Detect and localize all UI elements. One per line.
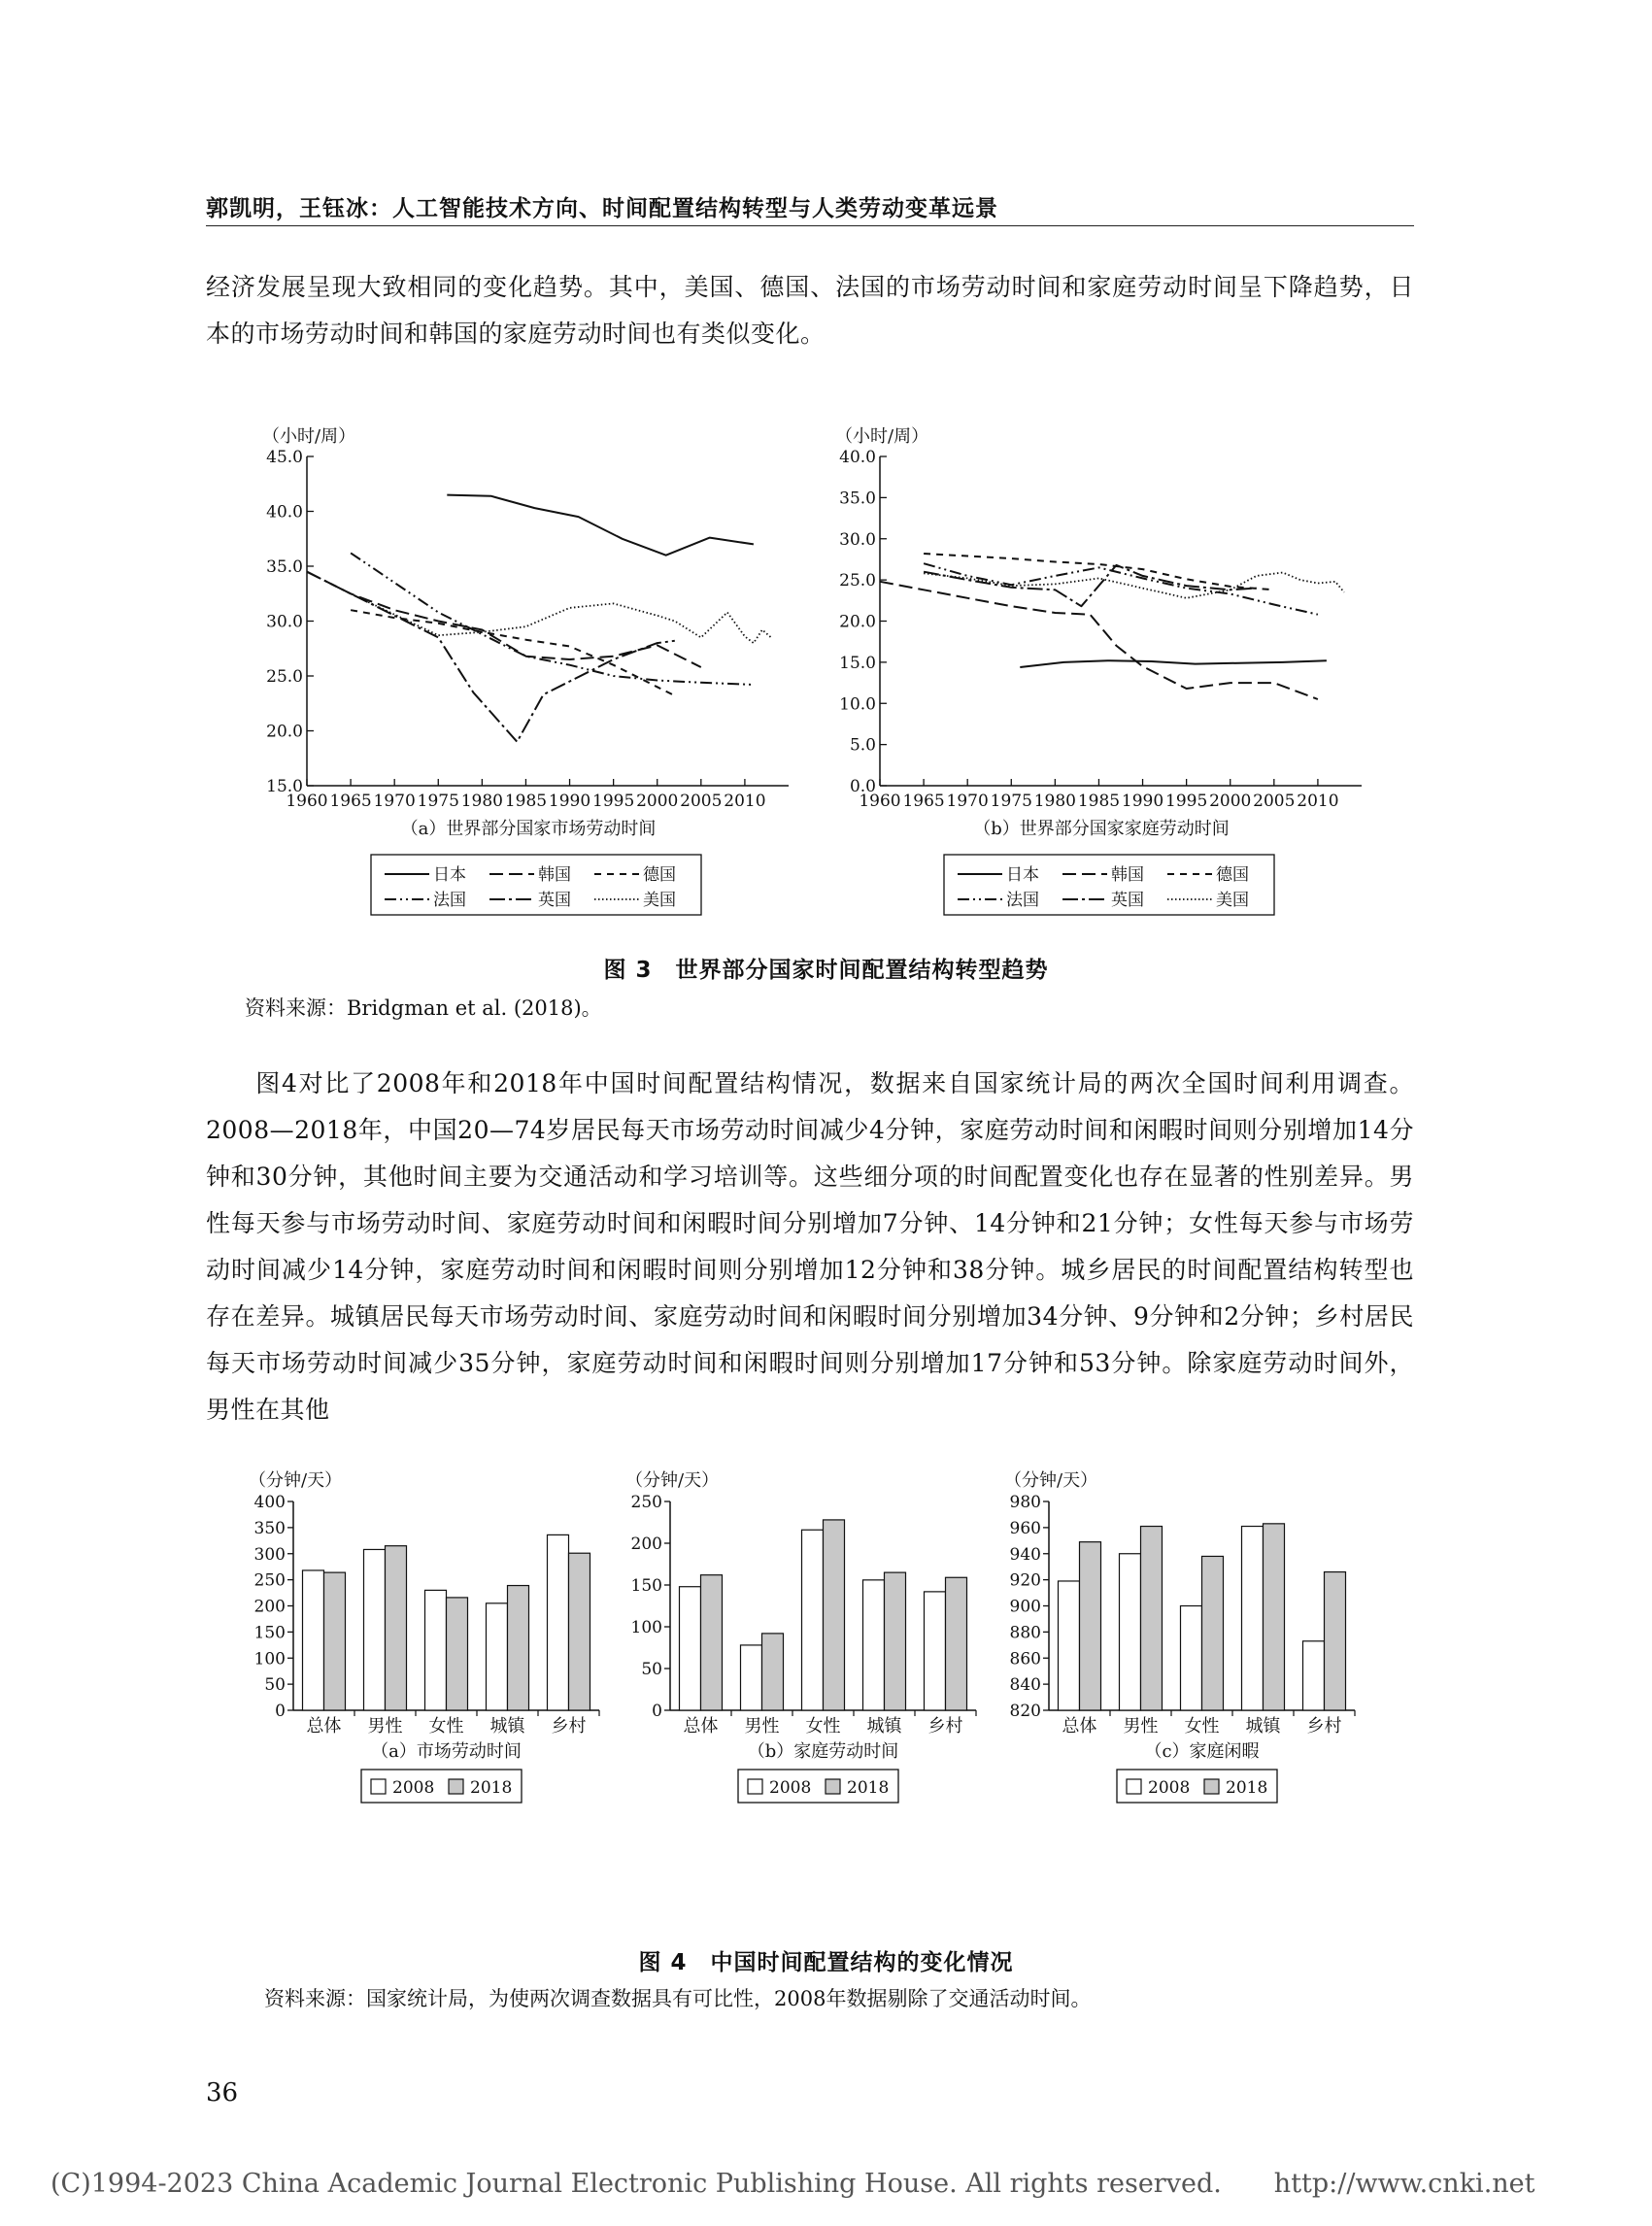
- bar-女性-2008: [802, 1530, 824, 1710]
- bar-男性-2018: [386, 1546, 407, 1710]
- figure3-source: 资料来源：Bridgman et al. (2018)。: [245, 996, 602, 1020]
- y-tick-label: 900: [1009, 1597, 1041, 1617]
- legend-label-2018: 2018: [1226, 1778, 1268, 1798]
- legend-label-日本: 日本: [433, 865, 466, 885]
- y-tick-label: 980: [1009, 1493, 1041, 1512]
- bar-女性-2018: [1202, 1556, 1224, 1710]
- bar-城镇-2008: [487, 1603, 508, 1710]
- x-tick-label: 1980: [460, 792, 503, 811]
- copyright-footer: (C)1994-2023 China Academic Journal Electronic Publishing House. All rights reserved. http://www.cnki.net: [51, 2169, 1535, 2199]
- category-label: 总体: [306, 1716, 342, 1737]
- y-tick-label: 300: [253, 1544, 286, 1565]
- bar-乡村-2018: [1325, 1572, 1346, 1710]
- unit-label: （小时/周）: [262, 426, 356, 447]
- bar-男性-2008: [364, 1549, 386, 1710]
- legend-label-英国: 英国: [1111, 891, 1144, 910]
- x-tick-label: 1990: [1121, 792, 1164, 811]
- bar-乡村-2018: [946, 1577, 967, 1710]
- x-tick-label: 1980: [1033, 792, 1076, 811]
- page-number: 36: [206, 2078, 239, 2108]
- x-tick-label: 1995: [1165, 792, 1208, 811]
- category-label: 男性: [367, 1716, 403, 1737]
- x-tick-label: 1975: [417, 792, 459, 811]
- bar-男性-2008: [741, 1645, 762, 1710]
- bar-女性-2008: [425, 1590, 447, 1710]
- x-tick-label: 1960: [286, 792, 328, 811]
- chart-subtitle: （a）市场劳动时间: [371, 1741, 522, 1762]
- legend-label-德国: 德国: [643, 865, 676, 885]
- y-tick-label: 20.0: [839, 612, 876, 632]
- y-tick-label: 100: [253, 1649, 286, 1670]
- y-tick-label: 920: [1009, 1570, 1041, 1591]
- y-tick-label: 150: [630, 1576, 662, 1596]
- legend-label-法国: 法国: [433, 891, 466, 910]
- bar-乡村-2008: [1303, 1641, 1325, 1710]
- figure3-caption: 图 3 世界部分国家时间配置结构转型趋势: [603, 958, 1049, 983]
- legend-label-美国: 美国: [643, 891, 676, 910]
- series-line-英国: [924, 565, 1257, 606]
- figure4-caption: 图 4 中国时间配置结构的变化情况: [638, 1950, 1014, 1975]
- y-tick-label: 0: [275, 1702, 286, 1721]
- legend-label-2008: 2008: [769, 1778, 812, 1798]
- y-tick-label: 15.0: [839, 653, 876, 673]
- x-tick-label: 2005: [1253, 792, 1296, 811]
- legend-label-英国: 英国: [538, 891, 571, 910]
- y-tick-label: 200: [253, 1597, 286, 1617]
- y-tick-label: 40.0: [839, 448, 876, 467]
- category-label: 男性: [1123, 1716, 1159, 1737]
- legend-label-2018: 2018: [470, 1778, 513, 1798]
- category-label: 总体: [1062, 1716, 1097, 1737]
- y-tick-label: 0.0: [849, 777, 876, 796]
- y-tick-label: 5.0: [849, 735, 876, 756]
- category-label: 乡村: [1306, 1716, 1342, 1737]
- category-label: 乡村: [927, 1716, 963, 1737]
- legend-swatch-2008: [1127, 1779, 1141, 1794]
- legend-label-2018: 2018: [847, 1778, 890, 1798]
- x-tick-label: 2010: [724, 792, 766, 811]
- bar-男性-2018: [1141, 1527, 1163, 1710]
- unit-label: （小时/周）: [835, 426, 929, 447]
- y-tick-label: 35.0: [266, 557, 303, 577]
- y-tick-label: 15.0: [266, 777, 303, 796]
- category-label: 城镇: [489, 1716, 525, 1737]
- header-rule: [206, 225, 1414, 226]
- x-tick-label: 1975: [990, 792, 1032, 811]
- y-tick-label: 860: [1009, 1649, 1041, 1670]
- category-label: 乡村: [551, 1716, 587, 1737]
- series-line-美国: [924, 573, 1344, 598]
- legend-label-法国: 法国: [1006, 891, 1039, 910]
- y-tick-label: 20.0: [266, 722, 303, 742]
- chart-subtitle: （a）世界部分国家市场劳动时间: [400, 819, 657, 839]
- y-tick-label: 250: [253, 1570, 286, 1591]
- y-tick-label: 30.0: [839, 529, 876, 550]
- bar-总体-2018: [324, 1572, 346, 1710]
- y-tick-label: 10.0: [839, 694, 876, 715]
- y-tick-label: 40.0: [266, 502, 303, 523]
- bar-总体-2008: [1059, 1581, 1080, 1710]
- x-tick-label: 1995: [592, 792, 635, 811]
- x-tick-label: 1965: [902, 792, 945, 811]
- y-tick-label: 0: [652, 1702, 662, 1721]
- figure4-source: 资料来源：国家统计局，为使两次调查数据具有可比性，2008年数据剔除了交通活动时间。: [264, 1987, 1092, 2010]
- unit-label: （分钟/天）: [1004, 1470, 1098, 1491]
- category-label: 总体: [683, 1716, 719, 1737]
- chart-subtitle: （b）世界部分国家家庭劳动时间: [973, 819, 1230, 839]
- legend-swatch-2018: [826, 1779, 840, 1794]
- x-tick-label: 1970: [946, 792, 989, 811]
- y-tick-label: 350: [253, 1518, 286, 1538]
- bar-总体-2008: [303, 1570, 324, 1710]
- bar-乡村-2008: [925, 1592, 946, 1710]
- unit-label: （分钟/天）: [625, 1470, 720, 1491]
- bar-男性-2008: [1120, 1554, 1141, 1710]
- series-line-韩国: [307, 572, 701, 667]
- bar-女性-2018: [824, 1520, 845, 1710]
- category-label: 女性: [805, 1716, 841, 1737]
- legend-swatch-2008: [748, 1779, 762, 1794]
- x-tick-label: 2010: [1297, 792, 1339, 811]
- bar-总体-2018: [1080, 1542, 1101, 1710]
- x-tick-label: 1985: [1077, 792, 1121, 811]
- bar-城镇-2018: [1264, 1524, 1285, 1710]
- category-label: 男性: [744, 1716, 780, 1737]
- y-tick-label: 940: [1009, 1544, 1041, 1565]
- legend-swatch-2018: [1204, 1779, 1219, 1794]
- x-tick-label: 2000: [1209, 792, 1252, 811]
- figure4c-bar-chart: [1000, 1457, 1365, 1923]
- y-tick-label: 35.0: [839, 489, 876, 509]
- x-tick-label: 1965: [329, 792, 372, 811]
- bar-城镇-2008: [1242, 1527, 1264, 1710]
- figure4b-bar-chart: [622, 1457, 986, 1923]
- x-tick-label: 2005: [680, 792, 723, 811]
- bar-总体-2018: [701, 1575, 723, 1710]
- legend-label-2008: 2008: [1148, 1778, 1191, 1798]
- y-tick-label: 50: [264, 1675, 286, 1696]
- figure3a-line-chart: [245, 418, 808, 923]
- y-tick-label: 400: [253, 1493, 286, 1512]
- x-tick-label: 1990: [548, 792, 591, 811]
- y-tick-label: 150: [253, 1623, 286, 1643]
- legend-label-德国: 德国: [1216, 865, 1249, 885]
- bar-女性-2018: [447, 1598, 468, 1710]
- x-tick-label: 1960: [859, 792, 901, 811]
- legend-label-韩国: 韩国: [1111, 865, 1144, 885]
- legend-swatch-2018: [449, 1779, 463, 1794]
- y-tick-label: 25.0: [266, 667, 303, 687]
- category-label: 女性: [1184, 1716, 1220, 1737]
- series-line-法国: [924, 563, 1318, 615]
- unit-label: （分钟/天）: [249, 1470, 343, 1491]
- y-tick-label: 30.0: [266, 612, 303, 632]
- y-tick-label: 50: [641, 1660, 662, 1679]
- bar-乡村-2008: [548, 1535, 569, 1710]
- y-tick-label: 25.0: [839, 571, 876, 591]
- category-label: 城镇: [866, 1716, 902, 1737]
- series-line-美国: [351, 593, 771, 643]
- paragraph-2: [206, 1061, 1414, 1433]
- legend-label-日本: 日本: [1006, 865, 1039, 885]
- bar-乡村-2018: [569, 1553, 590, 1710]
- y-tick-label: 960: [1009, 1518, 1041, 1538]
- y-tick-label: 200: [630, 1535, 662, 1554]
- category-label: 城镇: [1245, 1716, 1281, 1737]
- y-tick-label: 820: [1009, 1702, 1041, 1721]
- legend-swatch-2008: [371, 1779, 386, 1794]
- bar-男性-2018: [762, 1634, 784, 1710]
- x-tick-label: 2000: [636, 792, 679, 811]
- bar-城镇-2008: [863, 1580, 885, 1710]
- chart-subtitle: （b）家庭劳动时间: [747, 1741, 899, 1762]
- series-line-日本: [447, 495, 754, 556]
- legend-label-韩国: 韩国: [538, 865, 571, 885]
- paragraph-1: 经济发展呈现大致相同的变化趋势。其中，美国、德国、法国的市场劳动时间和家庭劳动时间呈下降趋势，日本的市场劳动时间和韩国的家庭劳动时间也有类似变化。: [206, 273, 1414, 348]
- figure3b-line-chart: [818, 418, 1381, 923]
- y-tick-label: 250: [630, 1493, 662, 1512]
- y-tick-label: 100: [630, 1618, 662, 1637]
- series-line-日本: [1020, 660, 1327, 667]
- bar-女性-2008: [1181, 1606, 1202, 1711]
- figure4a-bar-chart: [245, 1457, 609, 1923]
- y-tick-label: 880: [1009, 1623, 1041, 1643]
- running-head: 郭凯明，王钰冰：人工智能技术方向、时间配置结构转型与人类劳动变革远景: [206, 196, 998, 221]
- x-tick-label: 1970: [373, 792, 416, 811]
- bar-总体-2008: [680, 1587, 701, 1710]
- chart-subtitle: （c）家庭闲暇: [1144, 1741, 1260, 1762]
- bar-城镇-2018: [885, 1572, 906, 1710]
- legend-label-2008: 2008: [392, 1778, 435, 1798]
- paragraph-2-text: 图4对比了2008年和2018年中国时间配置结构情况，数据来自国家统计局的两次全国时间利用调查。2008—2018年，中国20—74岁居民每天市场劳动时间减少4分钟，家庭劳动时间和闲暇时间则分别增加14分钟和30分钟，其他时间主要为交通活动和学习培训等。这些细分项的时间配置变化也存在显著的性别差异。男性每天参与市场劳动时间、家庭劳动时间和闲暇时间分别增加7分钟、14分钟和21分钟；女性每天参与市场劳动时间减少14分钟，家庭劳动时间和闲暇时间则分别增加12分钟和38分钟。城乡居民的时间配置结构转型也存在差异。城镇居民每天市场劳动时间、家庭劳动时间和闲暇时间分别增加34分钟、9分钟和2分钟；乡村居民每天市场劳动时间减少35分钟，家庭劳动时间和闲暇时间则分别增加17分钟和53分钟。除家庭劳动时间外，男性在其他: [206, 1069, 1414, 1424]
- bar-城镇-2018: [508, 1586, 529, 1710]
- legend-label-美国: 美国: [1216, 891, 1249, 910]
- x-tick-label: 1985: [504, 792, 548, 811]
- category-label: 女性: [428, 1716, 464, 1737]
- y-tick-label: 840: [1009, 1675, 1041, 1696]
- y-tick-label: 45.0: [266, 448, 303, 467]
- series-line-法国: [351, 553, 754, 685]
